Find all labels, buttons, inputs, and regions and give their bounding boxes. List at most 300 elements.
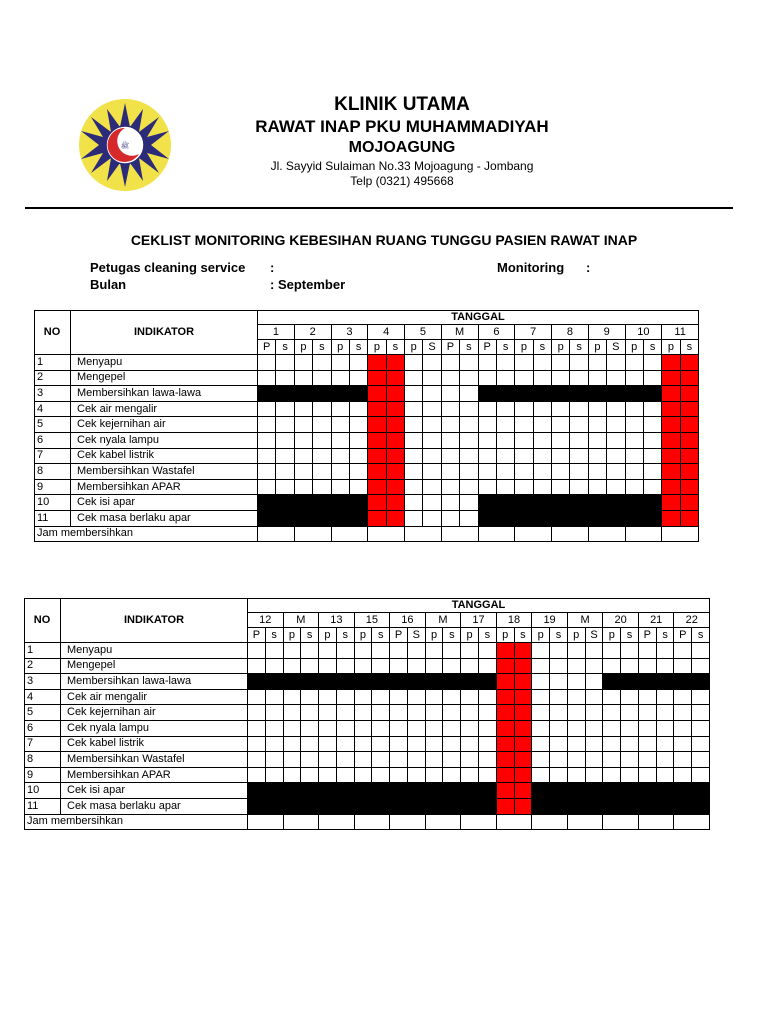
check-cell[interactable] (586, 674, 604, 690)
check-cell[interactable] (644, 480, 662, 496)
check-cell[interactable] (674, 752, 692, 768)
check-cell[interactable] (301, 690, 319, 706)
check-cell[interactable] (589, 464, 607, 480)
check-cell[interactable] (390, 721, 408, 737)
jam-cell[interactable] (368, 527, 405, 543)
check-cell[interactable] (426, 721, 444, 737)
check-cell[interactable] (423, 355, 441, 371)
check-cell[interactable] (258, 371, 276, 387)
check-cell[interactable] (337, 752, 355, 768)
check-cell[interactable] (568, 737, 586, 753)
check-cell[interactable] (497, 417, 515, 433)
check-cell[interactable] (515, 433, 533, 449)
check-cell[interactable] (426, 752, 444, 768)
jam-cell[interactable] (497, 815, 533, 831)
check-cell[interactable] (532, 737, 550, 753)
check-cell[interactable] (405, 402, 423, 418)
check-cell[interactable] (639, 705, 657, 721)
check-cell[interactable] (626, 464, 644, 480)
check-cell[interactable] (550, 768, 568, 784)
jam-cell[interactable] (332, 527, 369, 543)
check-cell[interactable] (443, 752, 461, 768)
check-cell[interactable] (461, 721, 479, 737)
check-cell[interactable] (248, 659, 266, 675)
check-cell[interactable] (442, 417, 460, 433)
check-cell[interactable] (405, 386, 423, 402)
check-cell[interactable] (532, 674, 550, 690)
check-cell[interactable] (350, 480, 368, 496)
check-cell[interactable] (692, 737, 710, 753)
check-cell[interactable] (337, 690, 355, 706)
check-cell[interactable] (550, 705, 568, 721)
check-cell[interactable] (426, 643, 444, 659)
check-cell[interactable] (552, 355, 570, 371)
check-cell[interactable] (568, 659, 586, 675)
check-cell[interactable] (337, 768, 355, 784)
jam-cell[interactable] (295, 527, 332, 543)
check-cell[interactable] (295, 433, 313, 449)
check-cell[interactable] (550, 659, 568, 675)
check-cell[interactable] (497, 464, 515, 480)
check-cell[interactable] (479, 402, 497, 418)
check-cell[interactable] (390, 768, 408, 784)
check-cell[interactable] (461, 768, 479, 784)
check-cell[interactable] (552, 417, 570, 433)
check-cell[interactable] (319, 721, 337, 737)
check-cell[interactable] (337, 659, 355, 675)
check-cell[interactable] (497, 433, 515, 449)
check-cell[interactable] (607, 449, 625, 465)
check-cell[interactable] (258, 464, 276, 480)
check-cell[interactable] (443, 690, 461, 706)
check-cell[interactable] (443, 721, 461, 737)
check-cell[interactable] (479, 433, 497, 449)
check-cell[interactable] (443, 643, 461, 659)
jam-cell[interactable] (603, 815, 639, 831)
check-cell[interactable] (372, 659, 390, 675)
check-cell[interactable] (405, 511, 423, 527)
check-cell[interactable] (408, 690, 426, 706)
jam-cell[interactable] (532, 815, 568, 831)
check-cell[interactable] (442, 495, 460, 511)
check-cell[interactable] (301, 705, 319, 721)
check-cell[interactable] (515, 449, 533, 465)
check-cell[interactable] (497, 355, 515, 371)
check-cell[interactable] (657, 690, 675, 706)
check-cell[interactable] (552, 449, 570, 465)
check-cell[interactable] (332, 371, 350, 387)
check-cell[interactable] (258, 480, 276, 496)
check-cell[interactable] (276, 464, 294, 480)
check-cell[interactable] (621, 752, 639, 768)
check-cell[interactable] (350, 449, 368, 465)
check-cell[interactable] (479, 690, 497, 706)
check-cell[interactable] (626, 480, 644, 496)
check-cell[interactable] (692, 643, 710, 659)
check-cell[interactable] (532, 752, 550, 768)
check-cell[interactable] (350, 464, 368, 480)
check-cell[interactable] (621, 705, 639, 721)
check-cell[interactable] (248, 768, 266, 784)
check-cell[interactable] (460, 464, 478, 480)
check-cell[interactable] (276, 433, 294, 449)
check-cell[interactable] (460, 402, 478, 418)
check-cell[interactable] (332, 433, 350, 449)
check-cell[interactable] (442, 402, 460, 418)
check-cell[interactable] (461, 690, 479, 706)
jam-cell[interactable] (405, 527, 442, 543)
check-cell[interactable] (258, 402, 276, 418)
check-cell[interactable] (603, 752, 621, 768)
check-cell[interactable] (626, 417, 644, 433)
check-cell[interactable] (460, 480, 478, 496)
check-cell[interactable] (479, 768, 497, 784)
check-cell[interactable] (313, 464, 331, 480)
check-cell[interactable] (355, 768, 373, 784)
check-cell[interactable] (332, 355, 350, 371)
check-cell[interactable] (497, 449, 515, 465)
check-cell[interactable] (550, 690, 568, 706)
check-cell[interactable] (319, 690, 337, 706)
check-cell[interactable] (515, 417, 533, 433)
check-cell[interactable] (568, 752, 586, 768)
check-cell[interactable] (603, 768, 621, 784)
check-cell[interactable] (295, 449, 313, 465)
check-cell[interactable] (692, 659, 710, 675)
check-cell[interactable] (295, 402, 313, 418)
check-cell[interactable] (276, 417, 294, 433)
check-cell[interactable] (423, 433, 441, 449)
check-cell[interactable] (644, 449, 662, 465)
check-cell[interactable] (607, 433, 625, 449)
check-cell[interactable] (674, 721, 692, 737)
jam-cell[interactable] (248, 815, 284, 831)
check-cell[interactable] (276, 371, 294, 387)
check-cell[interactable] (603, 643, 621, 659)
check-cell[interactable] (644, 402, 662, 418)
check-cell[interactable] (589, 402, 607, 418)
check-cell[interactable] (423, 495, 441, 511)
check-cell[interactable] (266, 705, 284, 721)
jam-cell[interactable] (589, 527, 626, 543)
check-cell[interactable] (515, 355, 533, 371)
check-cell[interactable] (405, 480, 423, 496)
check-cell[interactable] (550, 674, 568, 690)
check-cell[interactable] (568, 705, 586, 721)
check-cell[interactable] (276, 449, 294, 465)
jam-cell[interactable] (515, 527, 552, 543)
check-cell[interactable] (405, 433, 423, 449)
check-cell[interactable] (258, 417, 276, 433)
check-cell[interactable] (550, 721, 568, 737)
check-cell[interactable] (355, 705, 373, 721)
check-cell[interactable] (442, 449, 460, 465)
check-cell[interactable] (295, 464, 313, 480)
check-cell[interactable] (443, 659, 461, 675)
check-cell[interactable] (568, 674, 586, 690)
check-cell[interactable] (332, 480, 350, 496)
check-cell[interactable] (423, 371, 441, 387)
check-cell[interactable] (692, 721, 710, 737)
check-cell[interactable] (319, 659, 337, 675)
check-cell[interactable] (639, 768, 657, 784)
check-cell[interactable] (423, 464, 441, 480)
check-cell[interactable] (442, 355, 460, 371)
check-cell[interactable] (266, 721, 284, 737)
check-cell[interactable] (372, 752, 390, 768)
check-cell[interactable] (644, 464, 662, 480)
check-cell[interactable] (248, 721, 266, 737)
check-cell[interactable] (442, 371, 460, 387)
check-cell[interactable] (442, 464, 460, 480)
check-cell[interactable] (479, 480, 497, 496)
check-cell[interactable] (639, 690, 657, 706)
check-cell[interactable] (390, 737, 408, 753)
check-cell[interactable] (607, 417, 625, 433)
check-cell[interactable] (372, 721, 390, 737)
check-cell[interactable] (589, 433, 607, 449)
check-cell[interactable] (332, 449, 350, 465)
check-cell[interactable] (552, 371, 570, 387)
check-cell[interactable] (570, 402, 588, 418)
check-cell[interactable] (497, 402, 515, 418)
check-cell[interactable] (284, 690, 302, 706)
check-cell[interactable] (337, 737, 355, 753)
check-cell[interactable] (423, 417, 441, 433)
check-cell[interactable] (461, 659, 479, 675)
check-cell[interactable] (603, 690, 621, 706)
check-cell[interactable] (460, 371, 478, 387)
check-cell[interactable] (295, 480, 313, 496)
check-cell[interactable] (674, 643, 692, 659)
check-cell[interactable] (405, 464, 423, 480)
check-cell[interactable] (284, 721, 302, 737)
check-cell[interactable] (443, 768, 461, 784)
check-cell[interactable] (355, 659, 373, 675)
check-cell[interactable] (552, 433, 570, 449)
check-cell[interactable] (532, 643, 550, 659)
check-cell[interactable] (515, 480, 533, 496)
jam-cell[interactable] (568, 815, 604, 831)
check-cell[interactable] (534, 433, 552, 449)
check-cell[interactable] (426, 659, 444, 675)
check-cell[interactable] (589, 371, 607, 387)
check-cell[interactable] (460, 495, 478, 511)
check-cell[interactable] (586, 659, 604, 675)
check-cell[interactable] (258, 355, 276, 371)
check-cell[interactable] (621, 643, 639, 659)
check-cell[interactable] (497, 371, 515, 387)
check-cell[interactable] (276, 355, 294, 371)
check-cell[interactable] (319, 705, 337, 721)
jam-cell[interactable] (390, 815, 426, 831)
check-cell[interactable] (313, 480, 331, 496)
check-cell[interactable] (589, 355, 607, 371)
check-cell[interactable] (586, 752, 604, 768)
check-cell[interactable] (266, 737, 284, 753)
check-cell[interactable] (674, 768, 692, 784)
check-cell[interactable] (372, 705, 390, 721)
check-cell[interactable] (589, 449, 607, 465)
check-cell[interactable] (674, 659, 692, 675)
check-cell[interactable] (319, 643, 337, 659)
check-cell[interactable] (313, 355, 331, 371)
check-cell[interactable] (626, 355, 644, 371)
check-cell[interactable] (568, 690, 586, 706)
check-cell[interactable] (674, 737, 692, 753)
check-cell[interactable] (460, 449, 478, 465)
check-cell[interactable] (313, 433, 331, 449)
check-cell[interactable] (460, 433, 478, 449)
check-cell[interactable] (405, 495, 423, 511)
check-cell[interactable] (479, 737, 497, 753)
check-cell[interactable] (644, 433, 662, 449)
check-cell[interactable] (313, 417, 331, 433)
check-cell[interactable] (603, 737, 621, 753)
check-cell[interactable] (621, 659, 639, 675)
check-cell[interactable] (607, 464, 625, 480)
check-cell[interactable] (603, 705, 621, 721)
check-cell[interactable] (372, 643, 390, 659)
check-cell[interactable] (355, 752, 373, 768)
check-cell[interactable] (534, 480, 552, 496)
check-cell[interactable] (423, 511, 441, 527)
check-cell[interactable] (586, 690, 604, 706)
check-cell[interactable] (586, 705, 604, 721)
check-cell[interactable] (442, 511, 460, 527)
check-cell[interactable] (390, 659, 408, 675)
check-cell[interactable] (639, 737, 657, 753)
check-cell[interactable] (532, 659, 550, 675)
jam-cell[interactable] (258, 527, 295, 543)
check-cell[interactable] (266, 690, 284, 706)
check-cell[interactable] (532, 690, 550, 706)
check-cell[interactable] (390, 705, 408, 721)
check-cell[interactable] (295, 371, 313, 387)
check-cell[interactable] (657, 768, 675, 784)
check-cell[interactable] (639, 721, 657, 737)
check-cell[interactable] (692, 690, 710, 706)
check-cell[interactable] (248, 690, 266, 706)
check-cell[interactable] (657, 721, 675, 737)
check-cell[interactable] (621, 737, 639, 753)
jam-cell[interactable] (284, 815, 320, 831)
check-cell[interactable] (570, 433, 588, 449)
check-cell[interactable] (301, 643, 319, 659)
check-cell[interactable] (301, 752, 319, 768)
check-cell[interactable] (266, 643, 284, 659)
check-cell[interactable] (350, 417, 368, 433)
check-cell[interactable] (639, 643, 657, 659)
check-cell[interactable] (313, 371, 331, 387)
check-cell[interactable] (589, 417, 607, 433)
jam-cell[interactable] (674, 815, 710, 831)
check-cell[interactable] (266, 659, 284, 675)
check-cell[interactable] (644, 417, 662, 433)
check-cell[interactable] (552, 402, 570, 418)
check-cell[interactable] (313, 449, 331, 465)
check-cell[interactable] (313, 402, 331, 418)
check-cell[interactable] (337, 705, 355, 721)
check-cell[interactable] (639, 659, 657, 675)
check-cell[interactable] (603, 721, 621, 737)
check-cell[interactable] (532, 721, 550, 737)
check-cell[interactable] (295, 417, 313, 433)
check-cell[interactable] (390, 752, 408, 768)
check-cell[interactable] (248, 752, 266, 768)
check-cell[interactable] (442, 433, 460, 449)
check-cell[interactable] (355, 721, 373, 737)
check-cell[interactable] (621, 690, 639, 706)
check-cell[interactable] (460, 386, 478, 402)
check-cell[interactable] (674, 705, 692, 721)
check-cell[interactable] (626, 402, 644, 418)
jam-cell[interactable] (479, 527, 516, 543)
check-cell[interactable] (355, 737, 373, 753)
check-cell[interactable] (405, 371, 423, 387)
jam-cell[interactable] (319, 815, 355, 831)
check-cell[interactable] (479, 643, 497, 659)
check-cell[interactable] (350, 433, 368, 449)
check-cell[interactable] (497, 480, 515, 496)
check-cell[interactable] (603, 659, 621, 675)
check-cell[interactable] (408, 721, 426, 737)
check-cell[interactable] (426, 768, 444, 784)
jam-cell[interactable] (355, 815, 391, 831)
check-cell[interactable] (657, 643, 675, 659)
check-cell[interactable] (423, 402, 441, 418)
check-cell[interactable] (284, 659, 302, 675)
check-cell[interactable] (479, 752, 497, 768)
check-cell[interactable] (570, 449, 588, 465)
jam-cell[interactable] (442, 527, 479, 543)
check-cell[interactable] (408, 768, 426, 784)
check-cell[interactable] (515, 371, 533, 387)
check-cell[interactable] (657, 752, 675, 768)
check-cell[interactable] (266, 768, 284, 784)
check-cell[interactable] (461, 737, 479, 753)
check-cell[interactable] (284, 768, 302, 784)
check-cell[interactable] (479, 355, 497, 371)
check-cell[interactable] (479, 371, 497, 387)
check-cell[interactable] (644, 371, 662, 387)
check-cell[interactable] (515, 402, 533, 418)
check-cell[interactable] (621, 768, 639, 784)
check-cell[interactable] (607, 371, 625, 387)
check-cell[interactable] (372, 768, 390, 784)
check-cell[interactable] (284, 643, 302, 659)
check-cell[interactable] (426, 737, 444, 753)
check-cell[interactable] (479, 659, 497, 675)
check-cell[interactable] (332, 464, 350, 480)
jam-cell[interactable] (461, 815, 497, 831)
jam-cell[interactable] (426, 815, 462, 831)
check-cell[interactable] (570, 417, 588, 433)
check-cell[interactable] (423, 386, 441, 402)
check-cell[interactable] (570, 355, 588, 371)
check-cell[interactable] (284, 737, 302, 753)
check-cell[interactable] (355, 643, 373, 659)
check-cell[interactable] (532, 768, 550, 784)
check-cell[interactable] (301, 768, 319, 784)
check-cell[interactable] (332, 417, 350, 433)
check-cell[interactable] (276, 402, 294, 418)
check-cell[interactable] (390, 643, 408, 659)
check-cell[interactable] (479, 464, 497, 480)
check-cell[interactable] (550, 643, 568, 659)
check-cell[interactable] (626, 449, 644, 465)
check-cell[interactable] (426, 690, 444, 706)
